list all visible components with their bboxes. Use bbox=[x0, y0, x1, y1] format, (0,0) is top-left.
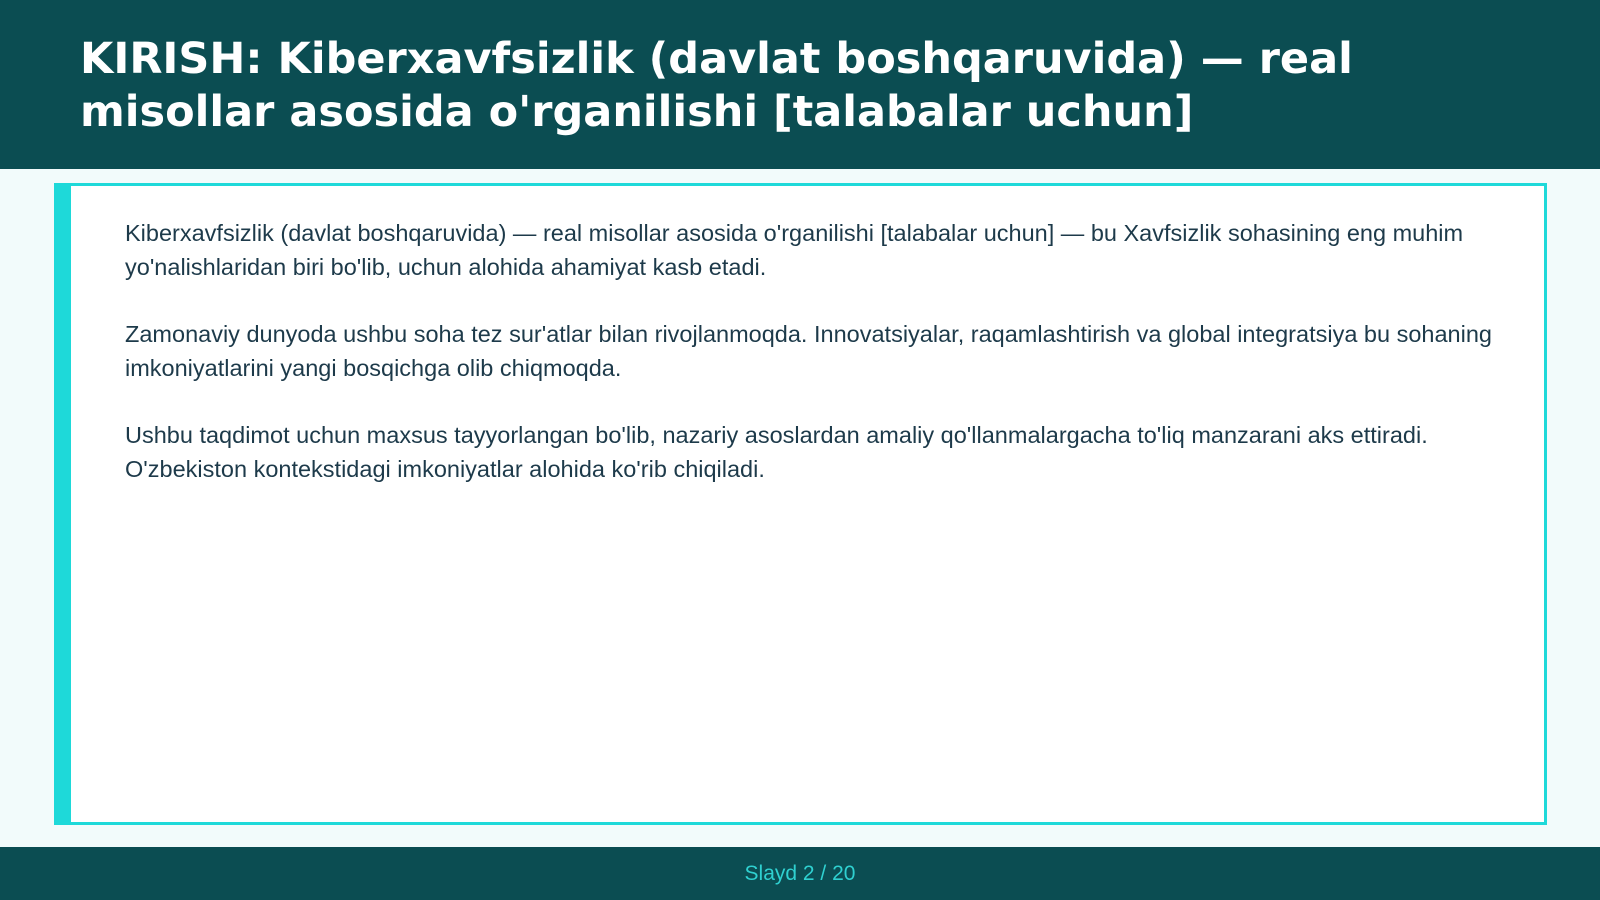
slide-title: KIRISH: Kiberxavfsizlik (davlat boshqaruvida) — real misollar asosida o'rganilishi [talabalar uchun] bbox=[80, 34, 1353, 137]
slide-header bbox=[0, 0, 1600, 169]
paragraph-presentation-scope: Ushbu taqdimot uchun maxsus tayyorlangan bo'lib, nazariy asoslardan amaliy qo'llanmalargacha to'liq manzarani aks ettiradi. O'zbekiston kontekstidagi imkoniyatlar alohida ko'rib chiqiladi. bbox=[125, 422, 1428, 482]
paragraph-intro: Kiberxavfsizlik (davlat boshqaruvida) — real misollar asosida o'rganilishi [talabalar uchun] — bu Xavfsizlik sohasining eng muhim yo'nalishlaridan biri bo'lib, uchun alohida ahamiyat kasb etadi. bbox=[125, 220, 1464, 280]
slide-footer bbox=[0, 847, 1600, 900]
content-card bbox=[54, 183, 1547, 825]
slide-counter: Slayd 2 / 20 bbox=[744, 861, 856, 885]
body-text bbox=[125, 216, 1505, 519]
paragraph-modern-world: Zamonaviy dunyoda ushbu soha tez sur'atlar bilan rivojlanmoqda. Innovatsiyalar, raqamlashtirish va global integratsiya bu sohaning imkoniyatlarini yangi bosqichga olib chiqmoqda. bbox=[125, 321, 1492, 381]
